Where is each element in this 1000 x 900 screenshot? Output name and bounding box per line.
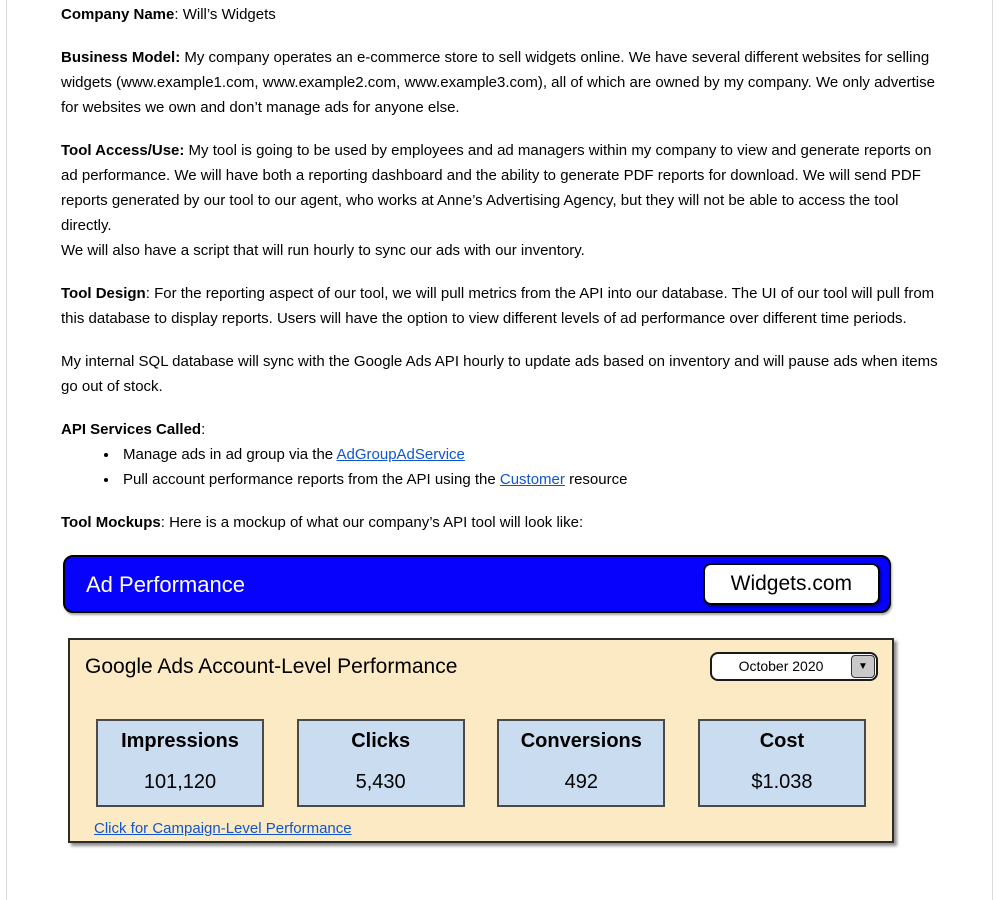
metric-cards-row	[70, 719, 892, 807]
api-services-label: API Services Called	[61, 421, 202, 438]
metric-label: Impressions	[121, 730, 239, 752]
panel-title: Google Ads Account-Level Performance	[85, 655, 458, 678]
tool-mockups-label: Tool Mockups	[61, 514, 161, 531]
mockup-header-banner	[63, 555, 891, 613]
company-name-label: Company Name	[61, 6, 175, 23]
campaign-level-performance-link[interactable]: Click for Campaign-Level Performance	[94, 820, 352, 837]
tool-design-paragraph	[61, 281, 940, 331]
list-item: • Pull account performance reports from the API using the Customer resource	[119, 467, 940, 492]
clicks-card	[297, 719, 465, 807]
api-services-heading: API Services Called:	[61, 421, 206, 438]
metric-label: Clicks	[351, 730, 411, 752]
company-name-value: : Will’s Widgets	[174, 6, 276, 23]
tool-mockups-line	[61, 510, 940, 535]
tool-access-label: Tool Access/Use:	[61, 142, 185, 159]
company-name-line	[61, 2, 940, 27]
business-model-text: My company operates an e-commerce store to sell widgets online. We have several different websites for selling widgets (www.example1.com, www.example2.com, www.example3.com), all of which are owned by my company. We only advertise for websites we own and don’t manage ads for anyone else.	[61, 49, 935, 116]
widgets-site-button[interactable]: Widgets.com	[703, 563, 880, 605]
metric-value: 101,120	[143, 771, 217, 793]
date-range-value: October 2020	[738, 658, 824, 674]
sql-sync-paragraph: My internal SQL database will sync with the Google Ads API hourly to update ads based on inventory and will pause ads when items go out of stock.	[61, 353, 938, 395]
api-services-list	[61, 442, 940, 492]
business-model-paragraph	[61, 45, 940, 120]
cost-card	[698, 719, 866, 807]
business-model-label: Business Model:	[61, 49, 181, 66]
account-performance-panel	[68, 638, 894, 843]
document-page	[6, 0, 993, 900]
metric-value: 5,430	[355, 771, 406, 793]
tool-access-text2: We will also have a script that will run hourly to sync our ads with our inventory.	[61, 242, 585, 259]
conversions-card	[497, 719, 665, 807]
mockup-app-title: Ad Performance	[86, 571, 245, 597]
tool-design-text: : For the reporting aspect of our tool, we will pull metrics from the API into our database. The UI of our tool will pull from this database to display reports. Users will have the option to view different levels of ad performance over different time periods.	[61, 285, 935, 327]
adgroupadservice-link[interactable]: AdGroupAdService	[336, 446, 465, 463]
tool-mockups-text: : Here is a mockup of what our company’s API tool will look like:	[160, 514, 584, 531]
list-item: • Manage ads in ad group via the AdGroupAdService	[119, 442, 940, 467]
impressions-card	[96, 719, 264, 807]
metric-value: 492	[564, 771, 598, 793]
tool-access-paragraph	[61, 138, 940, 263]
tool-design-label: Tool Design	[61, 285, 146, 302]
customer-resource-link[interactable]: Customer	[499, 471, 565, 488]
date-range-dropdown[interactable]	[710, 652, 878, 681]
metric-label: Cost	[759, 730, 805, 752]
metric-label: Conversions	[520, 730, 642, 752]
panel-header	[70, 640, 892, 681]
metric-value: $1.038	[751, 771, 813, 793]
tool-access-text: My tool is going to be used by employees and ad managers within my company to view and generate reports on ad performance. We will have both a reporting dashboard and the ability to generate PDF reports for download. We will send PDF reports generated by our tool to our agent, who works at Anne’s Advertising Agency, but they will not be able to access the tool directly.	[61, 142, 932, 234]
document-body	[7, 0, 992, 843]
chevron-down-icon[interactable]: ▼	[851, 655, 875, 678]
